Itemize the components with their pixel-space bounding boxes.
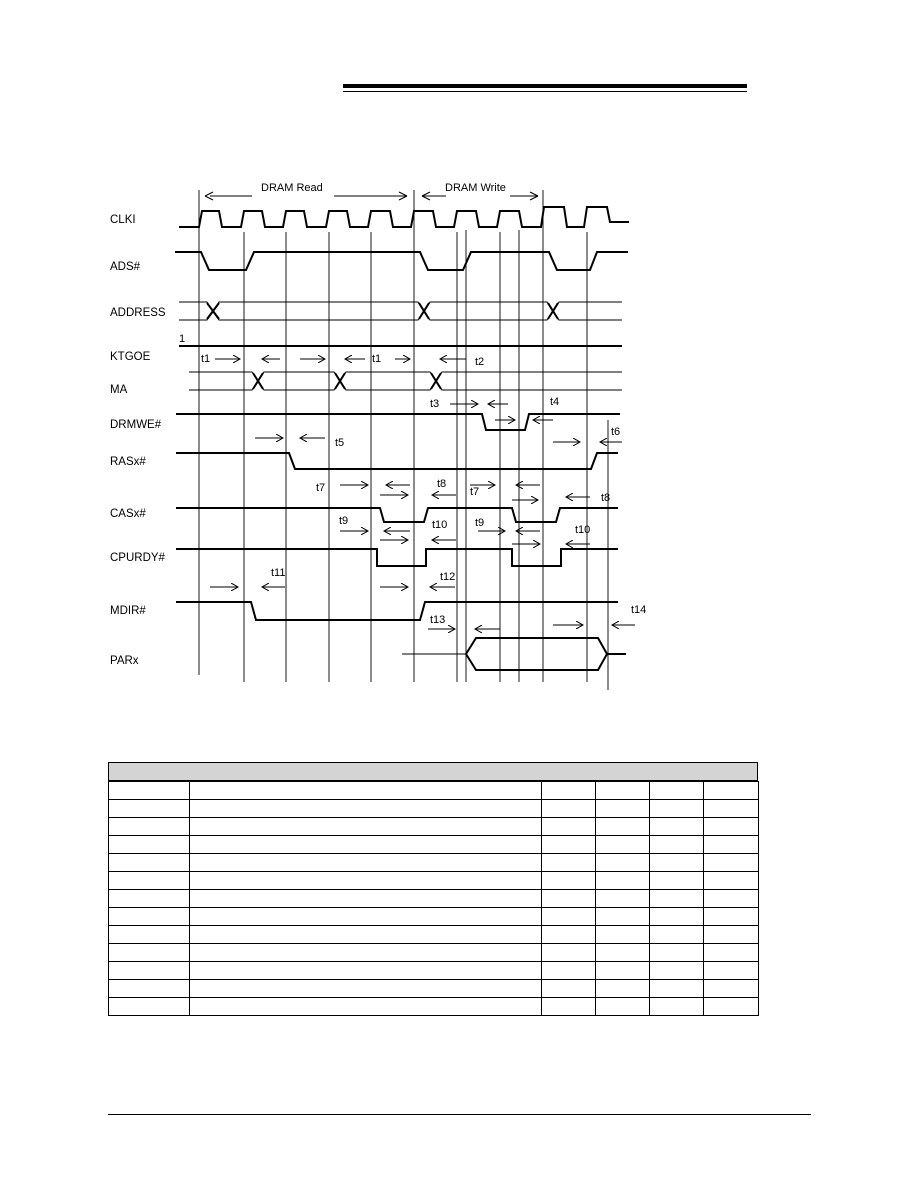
table-row bbox=[109, 800, 759, 818]
table-cell bbox=[109, 782, 190, 800]
timing-label-t3: t3 bbox=[430, 398, 440, 410]
table-cell bbox=[596, 782, 650, 800]
timing-label-t10b: t10 bbox=[575, 524, 591, 536]
table-row bbox=[109, 962, 759, 980]
table-row bbox=[109, 854, 759, 872]
table-cell bbox=[650, 818, 704, 836]
timing-parameter-table bbox=[108, 762, 758, 1016]
timing-label-t4: t4 bbox=[550, 396, 560, 408]
table-cell bbox=[596, 998, 650, 1016]
table-cell bbox=[650, 836, 704, 854]
table-cell bbox=[650, 998, 704, 1016]
timing-label-t12: t12 bbox=[440, 571, 456, 583]
table-cell bbox=[704, 854, 759, 872]
table-cell bbox=[650, 926, 704, 944]
table-cell bbox=[704, 800, 759, 818]
table-row bbox=[109, 926, 759, 944]
table-cell bbox=[704, 908, 759, 926]
table-cell bbox=[704, 998, 759, 1016]
timing-arrows bbox=[210, 359, 635, 629]
table-cell bbox=[596, 926, 650, 944]
table-cell bbox=[704, 944, 759, 962]
timing-label-t10a: t10 bbox=[432, 519, 448, 531]
table-cell bbox=[190, 980, 542, 998]
signal-label-ads: ADS# bbox=[110, 261, 141, 273]
signal-label-casx: CASx# bbox=[110, 508, 146, 520]
table-cell bbox=[542, 836, 596, 854]
timing-label-t8a: t8 bbox=[437, 478, 447, 490]
table-cell bbox=[704, 872, 759, 890]
table-cell bbox=[596, 836, 650, 854]
signal-label-mdir: MDIR# bbox=[110, 605, 146, 617]
table-cell bbox=[650, 800, 704, 818]
timing-label-t7a: t7 bbox=[316, 482, 326, 494]
marker-label: 1 bbox=[179, 333, 186, 345]
timing-label-t14: t14 bbox=[631, 604, 647, 616]
waveform-parx bbox=[402, 638, 626, 670]
phase-read bbox=[205, 182, 407, 200]
timing-label-t13: t13 bbox=[430, 614, 446, 626]
table-cell bbox=[542, 998, 596, 1016]
table-cell bbox=[542, 908, 596, 926]
table-row bbox=[109, 908, 759, 926]
table-cell bbox=[109, 800, 190, 818]
timing-label-t6: t6 bbox=[611, 426, 621, 438]
signal-label-ma: MA bbox=[110, 384, 128, 396]
table-row bbox=[109, 872, 759, 890]
table-cell bbox=[109, 980, 190, 998]
table-cell bbox=[109, 890, 190, 908]
table-cell bbox=[109, 836, 190, 854]
table-row bbox=[109, 980, 759, 998]
table-cell bbox=[542, 782, 596, 800]
table-cell bbox=[109, 998, 190, 1016]
table-cell bbox=[190, 926, 542, 944]
table-cell bbox=[596, 908, 650, 926]
table-header bbox=[108, 762, 758, 781]
table-cell bbox=[190, 908, 542, 926]
signal-label-ktgoe: KTGOE bbox=[110, 351, 151, 363]
table-cell bbox=[190, 890, 542, 908]
timing-label-t9b: t9 bbox=[475, 517, 485, 529]
timing-label-t9a: t9 bbox=[339, 515, 349, 527]
signal-label-address: ADDRESS bbox=[110, 307, 166, 319]
table-row bbox=[109, 944, 759, 962]
waveform-rasx bbox=[176, 453, 618, 469]
footer-rule bbox=[108, 1114, 811, 1115]
timing-label-t2: t2 bbox=[475, 356, 485, 368]
waveform-mdir bbox=[176, 602, 618, 620]
table-cell bbox=[596, 872, 650, 890]
signal-label-cpurdy: CPURDY# bbox=[110, 552, 165, 564]
table-cell bbox=[542, 854, 596, 872]
timing-label-t8b: t8 bbox=[601, 492, 611, 504]
table-cell bbox=[596, 890, 650, 908]
table-cell bbox=[109, 854, 190, 872]
waveform-address bbox=[179, 302, 622, 320]
phase-write-label: DRAM Write bbox=[445, 182, 506, 194]
table-cell bbox=[542, 818, 596, 836]
table-cell bbox=[190, 998, 542, 1016]
table-cell bbox=[542, 944, 596, 962]
table-cell bbox=[596, 854, 650, 872]
table-cell bbox=[704, 926, 759, 944]
table-cell bbox=[190, 818, 542, 836]
table-cell bbox=[190, 836, 542, 854]
table-cell bbox=[190, 962, 542, 980]
signal-label-drmwe: DRMWE# bbox=[110, 419, 162, 431]
waveform-ma bbox=[189, 372, 622, 390]
timing-label-t1a: t1 bbox=[201, 353, 211, 365]
table-row bbox=[109, 836, 759, 854]
table-cell bbox=[704, 890, 759, 908]
table-cell bbox=[704, 818, 759, 836]
table-cell bbox=[542, 980, 596, 998]
table-cell bbox=[190, 944, 542, 962]
table-cell bbox=[650, 908, 704, 926]
waveform-ads bbox=[175, 252, 628, 270]
table-cell bbox=[190, 800, 542, 818]
table-cell bbox=[596, 818, 650, 836]
table-cell bbox=[542, 926, 596, 944]
waveform-cpurdy bbox=[176, 549, 618, 566]
table-cell bbox=[190, 872, 542, 890]
table-cell bbox=[704, 980, 759, 998]
table-row bbox=[109, 782, 759, 800]
table-row bbox=[109, 890, 759, 908]
guide-lines bbox=[199, 190, 611, 690]
waveform-clki bbox=[179, 207, 629, 227]
waveform-drmwe bbox=[176, 414, 620, 430]
table-cell bbox=[190, 782, 542, 800]
table-cell bbox=[109, 872, 190, 890]
table-cell bbox=[596, 980, 650, 998]
table-cell bbox=[650, 782, 704, 800]
table-cell bbox=[542, 800, 596, 818]
timing-label-t1b: t1 bbox=[372, 353, 382, 365]
waveform-casx bbox=[176, 508, 618, 522]
table-cell bbox=[704, 836, 759, 854]
signal-label-parx: PARx bbox=[110, 655, 139, 667]
table-cell bbox=[650, 980, 704, 998]
phase-write bbox=[422, 182, 538, 200]
table-cell bbox=[596, 944, 650, 962]
timing-labels bbox=[201, 353, 646, 626]
signal-labels bbox=[110, 214, 185, 667]
table-cell bbox=[542, 962, 596, 980]
table-body bbox=[108, 781, 759, 1016]
signal-label-rasx: RASx# bbox=[110, 456, 146, 468]
table-row bbox=[109, 818, 759, 836]
table-cell bbox=[704, 782, 759, 800]
table-cell bbox=[650, 962, 704, 980]
timing-label-t11: t11 bbox=[271, 567, 286, 579]
table-cell bbox=[109, 908, 190, 926]
table-cell bbox=[109, 926, 190, 944]
table-row bbox=[109, 998, 759, 1016]
table-cell bbox=[650, 890, 704, 908]
timing-label-t5: t5 bbox=[335, 437, 345, 449]
table-cell bbox=[650, 944, 704, 962]
timing-label-t7b: t7 bbox=[470, 486, 480, 498]
table-cell bbox=[109, 944, 190, 962]
table-cell bbox=[190, 854, 542, 872]
signal-label-clki: CLKI bbox=[110, 214, 136, 226]
table-cell bbox=[596, 962, 650, 980]
table-cell bbox=[650, 872, 704, 890]
table-cell bbox=[109, 818, 190, 836]
table-cell bbox=[704, 962, 759, 980]
table-cell bbox=[650, 854, 704, 872]
table-cell bbox=[596, 800, 650, 818]
phase-read-label: DRAM Read bbox=[261, 182, 323, 194]
table-cell bbox=[542, 872, 596, 890]
table-cell bbox=[542, 890, 596, 908]
table-cell bbox=[109, 962, 190, 980]
